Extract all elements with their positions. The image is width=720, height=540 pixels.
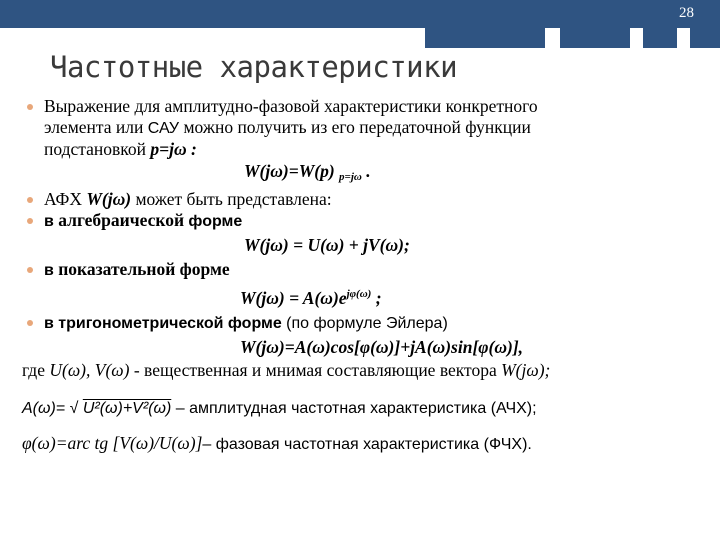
text-span: - вещественная и мнимая составляющие вектора [129, 360, 502, 380]
bullet-icon [27, 267, 33, 273]
text-span: (по формуле Эйлера) [281, 315, 448, 332]
text-line [44, 117, 712, 139]
text-span: может быть представлена: [131, 189, 332, 209]
bullet-icon [27, 218, 33, 224]
bullet-trigonometric [22, 312, 712, 334]
bullet-icon [27, 197, 33, 203]
formula-transfer [22, 161, 712, 188]
text-span: САУ [147, 120, 180, 137]
formula-trigonometric: W(jω)=A(ω)cos[φ(ω)]+jA(ω)sin[φ(ω)], [240, 337, 524, 357]
text-span: – амплитудная частотная характеристика (АЧХ); [171, 400, 537, 417]
header-tab-decoration [643, 28, 677, 48]
text-span: p=jω : [150, 139, 197, 159]
formula-text: W(jω)=W(p) [244, 161, 335, 181]
formula-exponential [22, 284, 712, 309]
formula-text: . [366, 161, 371, 181]
text-span: где [22, 360, 50, 380]
bullet-expression [22, 96, 712, 160]
header-tab-decoration [560, 28, 630, 48]
text-span: в [44, 213, 54, 230]
slide-title: Частотные характеристики [50, 50, 458, 84]
text-ach [22, 397, 712, 419]
slide-content [22, 96, 712, 455]
formula-text: ; [371, 288, 382, 308]
text-span: A(ω)= √ [22, 400, 83, 417]
text-span: U²(ω)+V²(ω) [82, 400, 172, 417]
text-line [44, 139, 712, 160]
bullet-algebraic [22, 210, 712, 232]
header-tab-decoration [425, 28, 545, 48]
header-tab-decoration [690, 28, 720, 48]
text-span: показательной форме [53, 259, 230, 279]
text-span: W(jω); [501, 360, 551, 380]
text-span: φ(ω)=arc tg [V(ω)/U(ω)] [22, 433, 203, 453]
text-span: можно получить из его передаточной функции [179, 117, 531, 137]
text-span: форме [188, 213, 243, 230]
formula-subscript: p=jω [339, 171, 362, 183]
text-span: в [44, 262, 54, 279]
formula-superscript: jφ(ω) [346, 288, 372, 300]
text-span: элемента или [44, 117, 148, 137]
header-bar [0, 0, 720, 28]
formula-algebraic: W(jω) = U(ω) + jV(ω); [244, 235, 410, 255]
text-span: АФХ [44, 189, 87, 209]
text-span: в тригонометрической форме [44, 315, 282, 332]
bullet-icon [27, 104, 33, 110]
bullet-exponential [22, 259, 712, 281]
text-span: U(ω), V(ω) [49, 360, 130, 380]
text-span: W(jω) [86, 189, 132, 209]
text-fch [22, 433, 712, 455]
text-where [22, 360, 712, 381]
text-line: Выражение для амплитудно-фазовой характеристики конкретного [44, 96, 538, 116]
bullet-afh [22, 189, 712, 210]
text-span: подстановкой [44, 139, 151, 159]
page-number: 28 [679, 5, 694, 21]
text-span: – фазовая частотная характеристика (ФЧХ). [202, 436, 532, 453]
text-span: алгебраической [53, 210, 189, 230]
bullet-icon [27, 320, 33, 326]
formula-text: W(jω) = A(ω)e [240, 288, 347, 308]
